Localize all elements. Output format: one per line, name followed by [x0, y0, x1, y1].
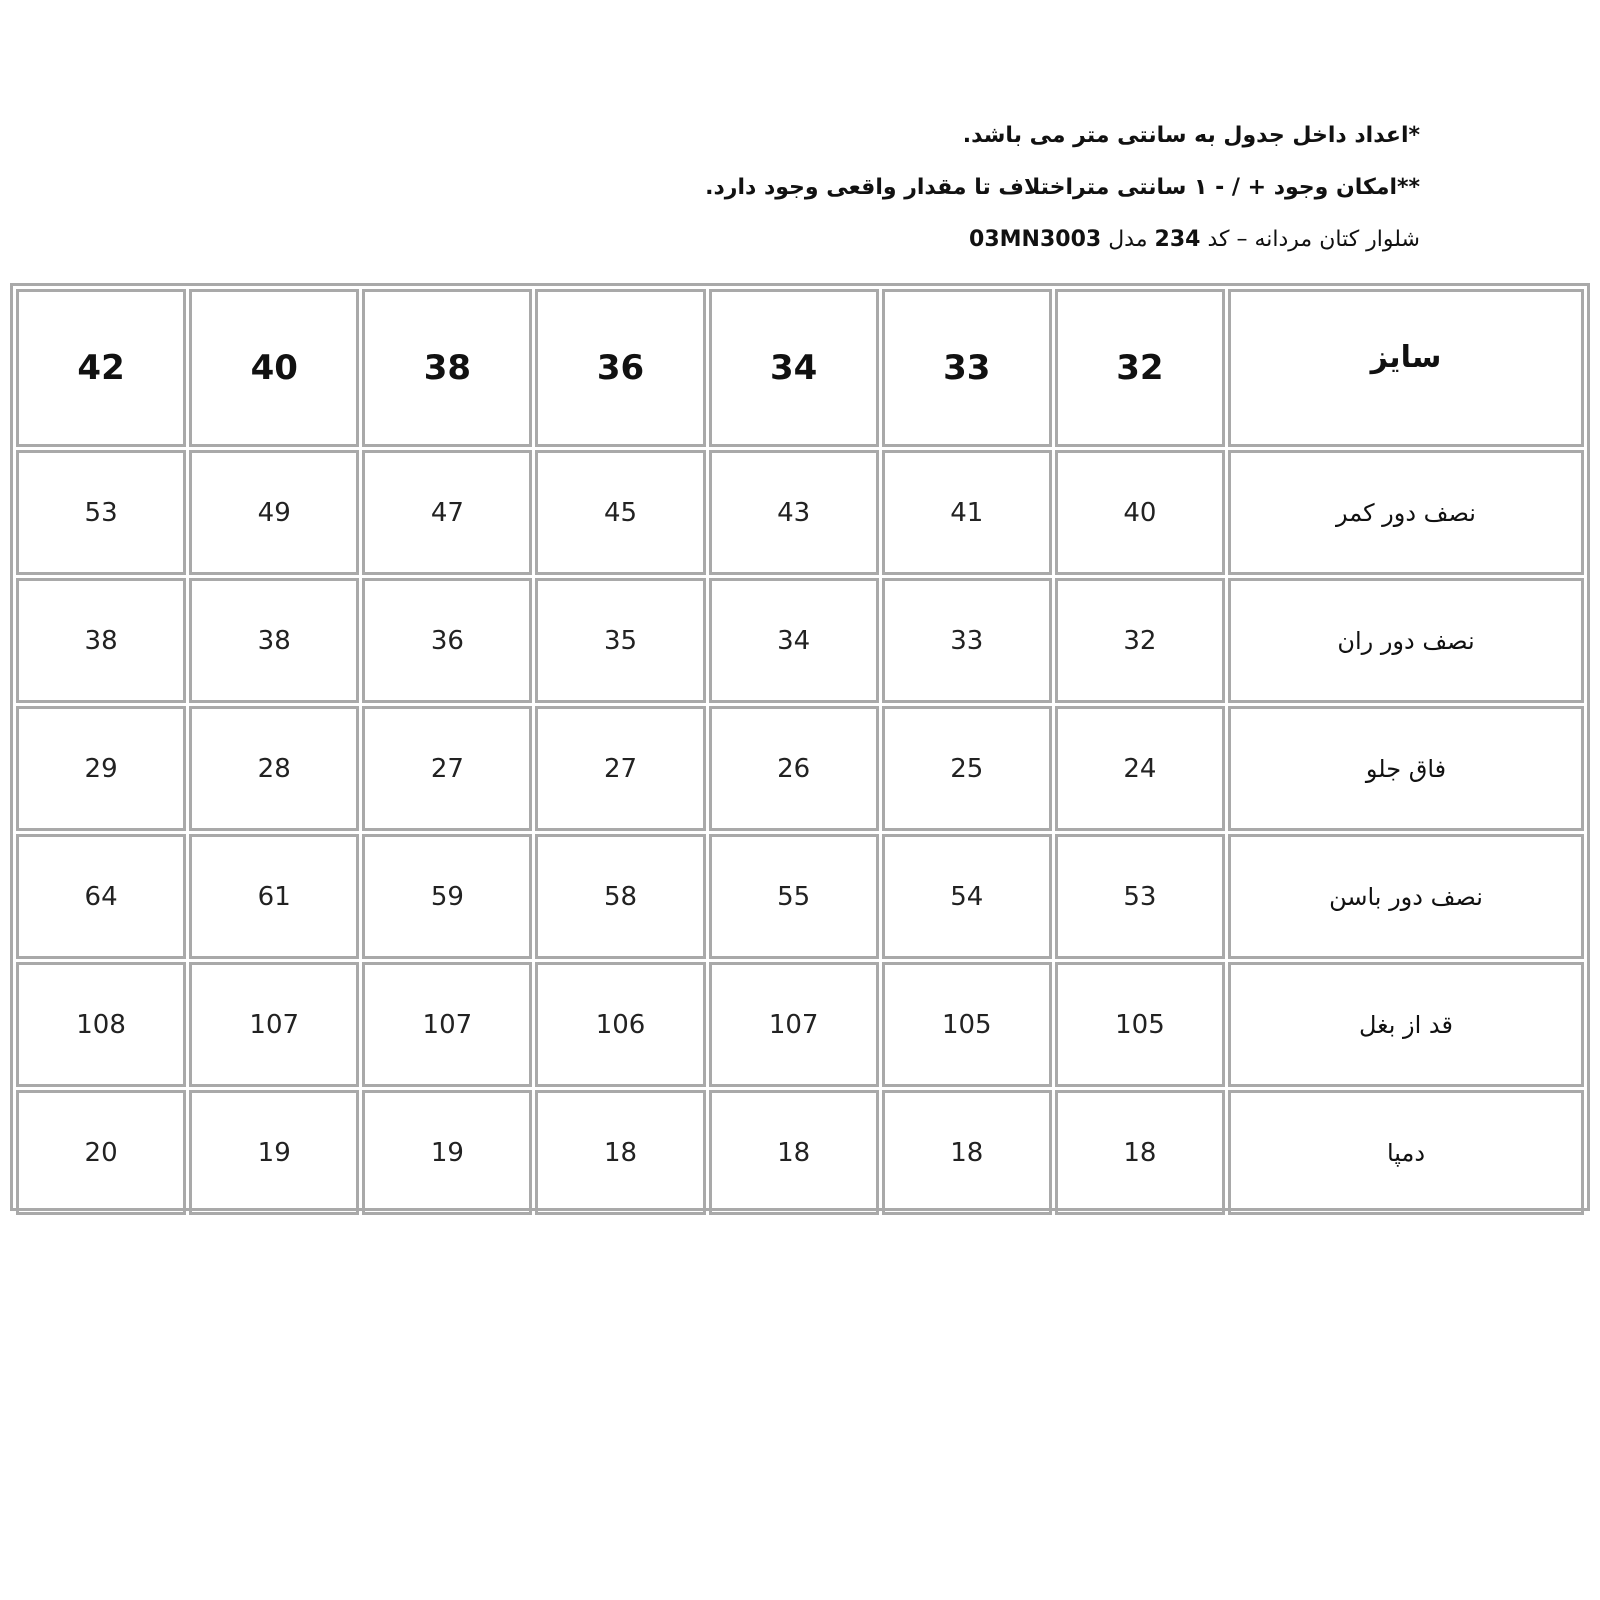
value-cell: 105	[1055, 962, 1225, 1087]
table-row	[16, 1090, 1584, 1215]
value-cell: 27	[362, 706, 532, 831]
value-cell: 18	[1055, 1090, 1225, 1215]
value-cell: 19	[189, 1090, 359, 1215]
value-cell: 47	[362, 450, 532, 575]
table-row	[16, 578, 1584, 703]
value-cell: 106	[535, 962, 705, 1087]
row-label: نصف دور باسن	[1228, 834, 1584, 959]
size-header-cell: 42	[16, 289, 186, 447]
table-row	[16, 834, 1584, 959]
size-header-label: سایز	[1228, 289, 1584, 447]
row-label: نصف دور کمر	[1228, 450, 1584, 575]
note-tolerance: **امکان وجود + / - ۱ سانتی متراختلاف تا مقدار واقعی وجود دارد.	[705, 175, 1420, 200]
size-table	[13, 286, 1587, 1218]
value-cell: 53	[1055, 834, 1225, 959]
value-cell: 18	[709, 1090, 879, 1215]
value-cell: 18	[882, 1090, 1052, 1215]
row-label: قد از بغل	[1228, 962, 1584, 1087]
size-header-cell: 40	[189, 289, 359, 447]
value-cell: 34	[709, 578, 879, 703]
value-cell: 107	[189, 962, 359, 1087]
value-cell: 108	[16, 962, 186, 1087]
value-cell: 58	[535, 834, 705, 959]
value-cell: 29	[16, 706, 186, 831]
product-prefix: شلوار کتان مردانه – کد	[1207, 227, 1420, 252]
model-code: 03MN3003	[969, 227, 1102, 252]
value-cell: 43	[709, 450, 879, 575]
size-header-cell: 33	[882, 289, 1052, 447]
value-cell: 38	[16, 578, 186, 703]
value-cell: 24	[1055, 706, 1225, 831]
size-chart-table	[10, 283, 1590, 1211]
value-cell: 18	[535, 1090, 705, 1215]
value-cell: 26	[709, 706, 879, 831]
value-cell: 105	[882, 962, 1052, 1087]
value-cell: 49	[189, 450, 359, 575]
value-cell: 45	[535, 450, 705, 575]
value-cell: 64	[16, 834, 186, 959]
value-cell: 40	[1055, 450, 1225, 575]
header-row	[16, 289, 1584, 447]
size-header-cell: 36	[535, 289, 705, 447]
value-cell: 38	[189, 578, 359, 703]
value-cell: 55	[709, 834, 879, 959]
value-cell: 20	[16, 1090, 186, 1215]
value-cell: 35	[535, 578, 705, 703]
notes-block	[520, 110, 1420, 266]
value-cell: 33	[882, 578, 1052, 703]
value-cell: 107	[709, 962, 879, 1087]
row-label: نصف دور ران	[1228, 578, 1584, 703]
product-code: 234	[1154, 227, 1201, 252]
row-label: فاق جلو	[1228, 706, 1584, 831]
model-label: مدل	[1108, 227, 1148, 252]
value-cell: 32	[1055, 578, 1225, 703]
value-cell: 27	[535, 706, 705, 831]
table-row	[16, 450, 1584, 575]
value-cell: 25	[882, 706, 1052, 831]
note-units: *اعداد داخل جدول به سانتی متر می باشد.	[962, 123, 1420, 148]
size-header-cell: 34	[709, 289, 879, 447]
value-cell: 36	[362, 578, 532, 703]
table-row	[16, 962, 1584, 1087]
product-title	[520, 214, 1420, 266]
size-header-cell: 38	[362, 289, 532, 447]
value-cell: 61	[189, 834, 359, 959]
row-label: دمپا	[1228, 1090, 1584, 1215]
value-cell: 54	[882, 834, 1052, 959]
table-row	[16, 706, 1584, 831]
size-header-cell: 32	[1055, 289, 1225, 447]
value-cell: 19	[362, 1090, 532, 1215]
value-cell: 59	[362, 834, 532, 959]
value-cell: 107	[362, 962, 532, 1087]
value-cell: 41	[882, 450, 1052, 575]
value-cell: 53	[16, 450, 186, 575]
value-cell: 28	[189, 706, 359, 831]
